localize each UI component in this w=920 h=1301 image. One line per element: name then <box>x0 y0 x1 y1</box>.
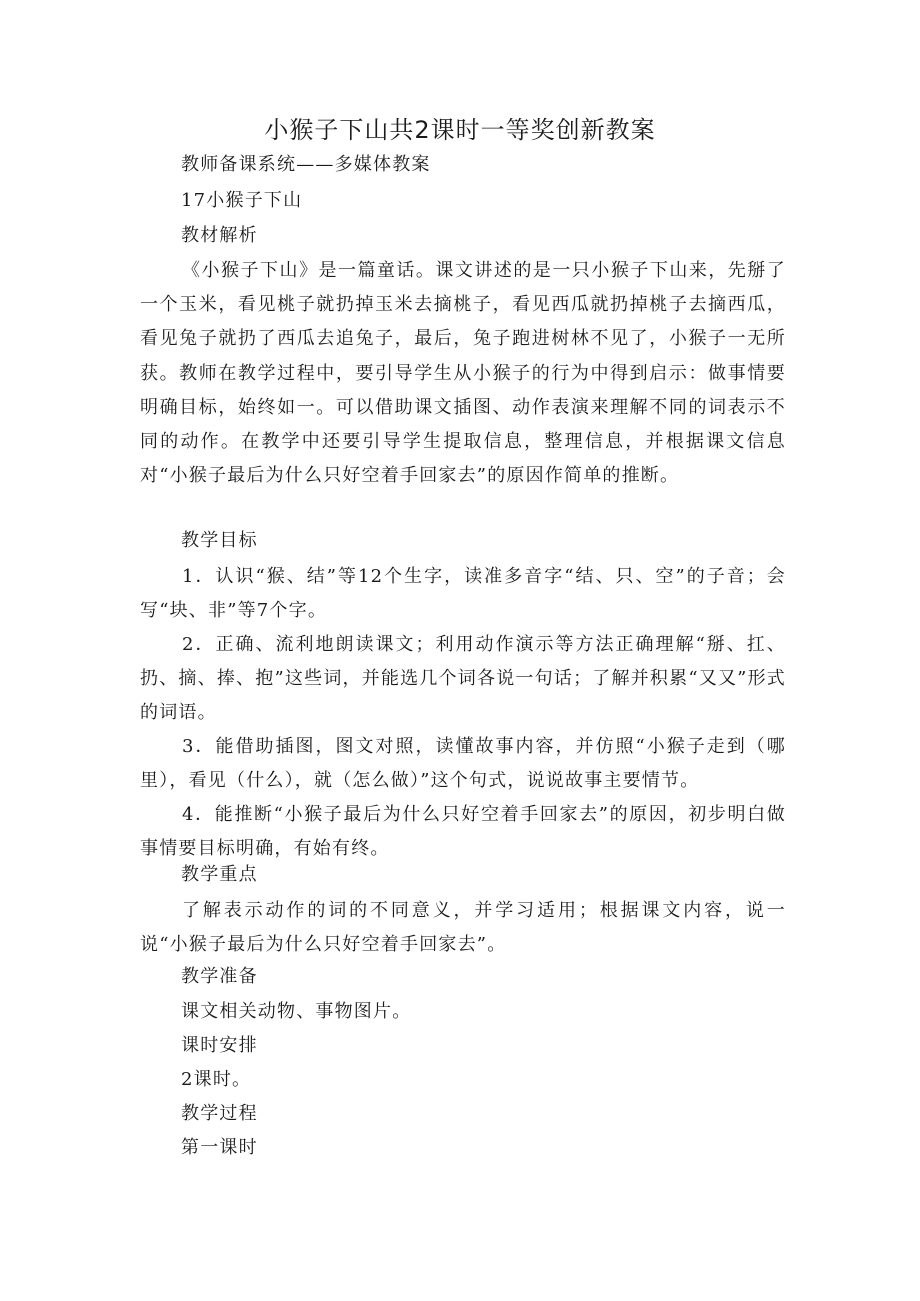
lesson-title: 17小猴子下山 <box>181 190 303 211</box>
goal-item-4: 4．能推断“小猴子最后为什么只好空着手回家去”的原因，初步明白做事情要目标明确，有始有终。 <box>140 804 786 860</box>
schedule-text: 2课时。 <box>181 1069 252 1090</box>
prep-text: 课文相关动物、事物图片。 <box>181 1001 412 1022</box>
first-lesson-heading: 第一课时 <box>181 1137 258 1158</box>
goal-item-1: 1．认识“猴、结”等12个生字，读准多音字“结、只、空”的子音；会写“块、非”等7个字。 <box>140 566 786 622</box>
system-label: 教师备课系统——多媒体教案 <box>181 154 431 175</box>
key-heading: 教学重点 <box>181 864 258 885</box>
prep-heading: 教学准备 <box>181 966 258 987</box>
analysis-paragraph: 《小猴子下山》是一篇童话。课文讲述的是一只小猴子下山来，先掰了一个玉米，看见桃子就扔掉玉米去摘桃子，看见西瓜就扔掉桃子去摘西瓜，看见兔子就扔了西瓜去追兔子，最后，兔子跑进树林不见了，小猴子一无所获。教师在教学过程中，要引导学生从小猴子的行为中得到启示：做事情要明确目标，始终如一。可以借助课文插图、动作表演来理解不同的词表示不同的动作。在教学中还要引导学生提取信息，整理信息，并根据课文信息对“小猴子最后为什么只好空着手回家去”的原因作简单的推断。 <box>140 260 786 487</box>
key-paragraph: 了解表示动作的词的不同意义，并学习适用；根据课文内容，说一说“小猴子最后为什么只好空着手回家去”。 <box>140 900 786 956</box>
goal-item-2: 2．正确、流利地朗读课文；利用动作演示等方法正确理解“掰、扛、扔、摘、捧、抱”这些词，并能选几个词各说一句话；了解并积累“又又”形式的词语。 <box>140 634 786 724</box>
schedule-heading: 课时安排 <box>181 1035 258 1056</box>
analysis-heading: 教材解析 <box>181 225 258 246</box>
goals-heading: 教学目标 <box>181 530 258 551</box>
goal-item-3: 3．能借助插图，图文对照，读懂故事内容，并仿照“小猴子走到（哪里），看见（什么），就（怎么做）”这个句式，说说故事主要情节。 <box>140 736 786 792</box>
document-title: 小猴子下山共2课时一等奖创新教案 <box>264 116 656 144</box>
process-heading: 教学过程 <box>181 1103 258 1124</box>
